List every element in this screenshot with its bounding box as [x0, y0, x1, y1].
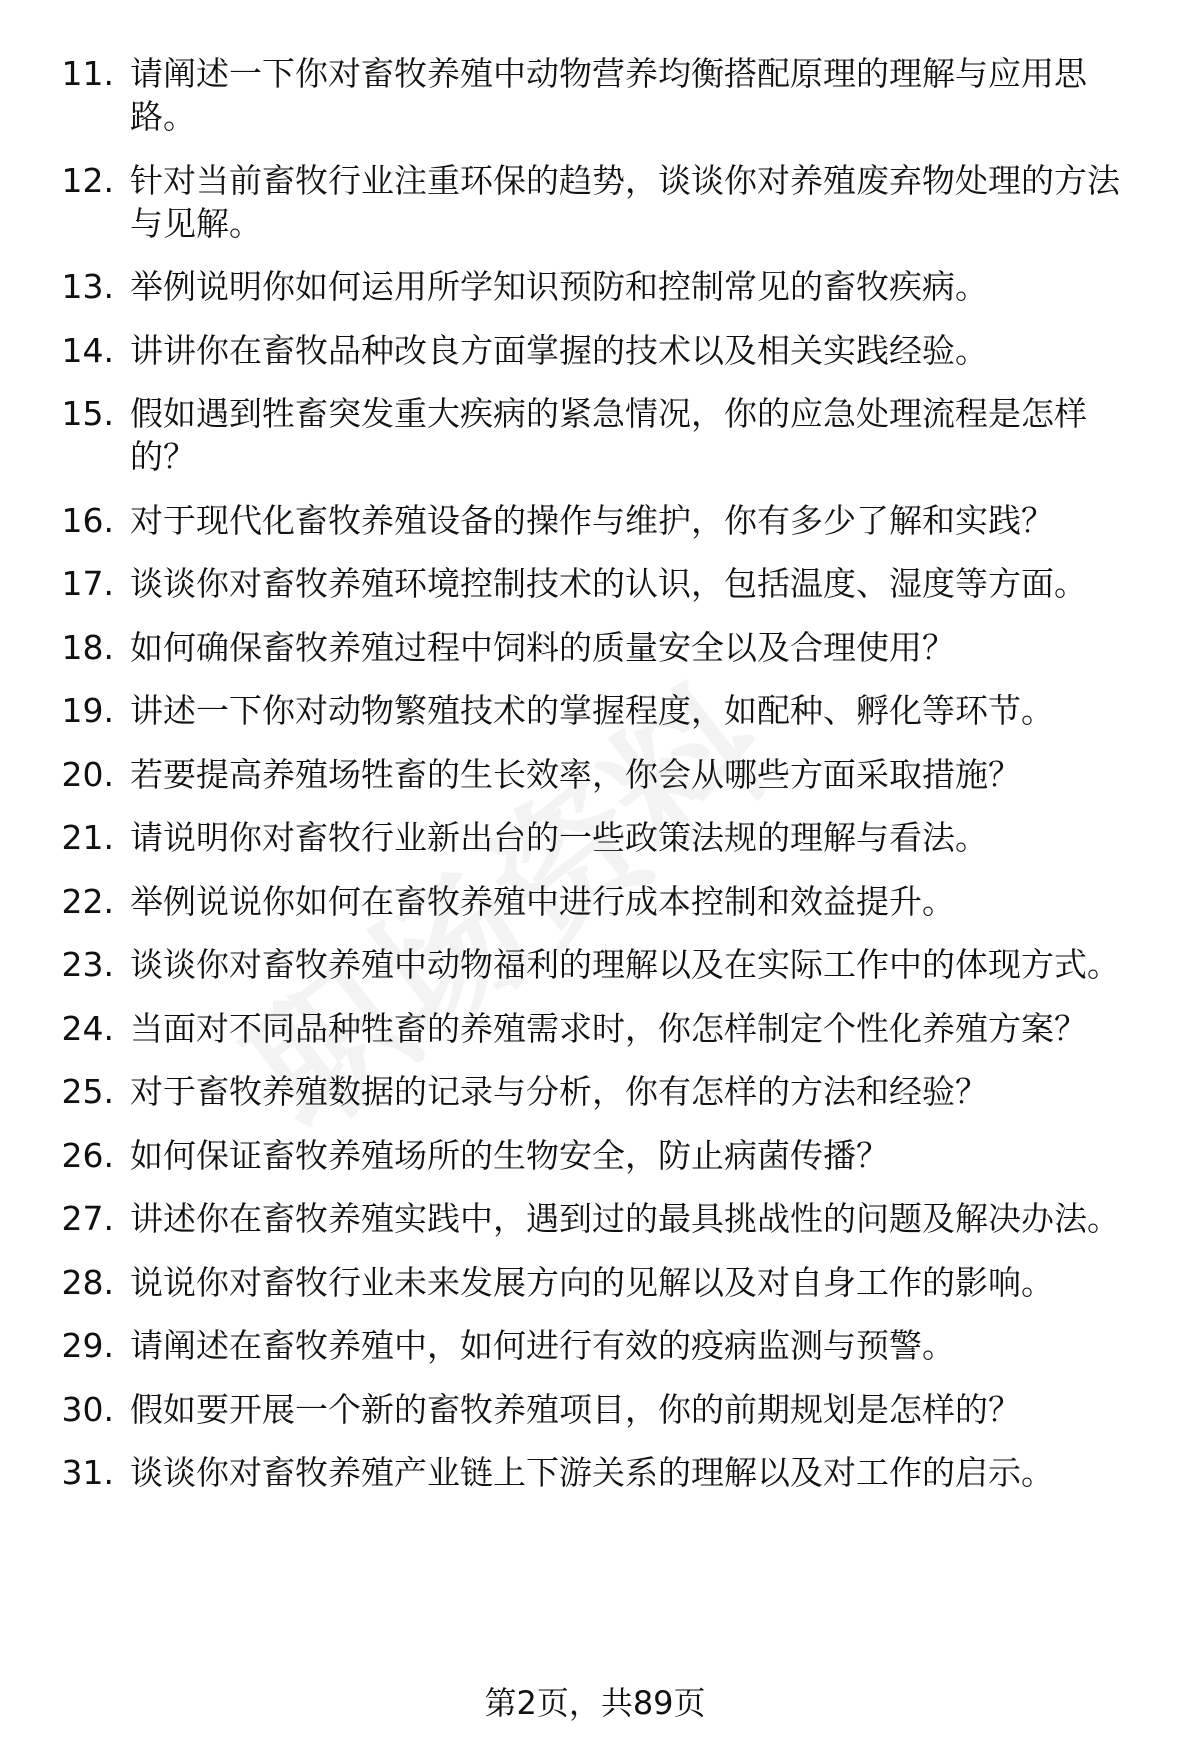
question-item — [0, 1007, 1190, 1050]
question-number: 22. — [61, 881, 114, 921]
question-text: 谈谈你对畜牧养殖环境控制技术的认识，包括温度、湿度等方面。 — [130, 564, 1087, 603]
question-number: 21. — [61, 818, 114, 857]
question-text: 举例说说你如何在畜牧养殖中进行成本控制和效益提升。 — [130, 881, 955, 921]
question-text: 对于畜牧养殖数据的记录与分析，你有怎样的方法和经验？ — [130, 1072, 988, 1111]
question-text: 请阐述一下你对畜牧养殖中动物营养均衡搭配原理的理解与应用思路。 — [130, 54, 1087, 136]
question-number: 20. — [61, 754, 114, 794]
question-number: 23. — [61, 945, 114, 984]
question-item — [0, 689, 1190, 732]
question-item — [0, 1070, 1190, 1113]
question-item — [0, 880, 1190, 923]
question-text: 举例说明你如何运用所学知识预防和控制常见的畜牧疾病。 — [130, 267, 988, 306]
question-item — [0, 1451, 1190, 1494]
question-item — [0, 52, 1190, 138]
question-item — [0, 943, 1190, 986]
question-text: 讲述一下你对动物繁殖技术的掌握程度，如配种、孵化等环节。 — [130, 691, 1054, 730]
question-text: 若要提高养殖场牲畜的生长效率，你会从哪些方面采取措施？ — [130, 754, 1021, 794]
question-number: 31. — [61, 1453, 114, 1492]
question-item — [0, 159, 1190, 245]
question-number: 29. — [61, 1326, 114, 1365]
question-item — [0, 1261, 1190, 1304]
question-item — [0, 265, 1190, 308]
question-number: 18. — [61, 627, 114, 667]
question-item — [0, 1388, 1190, 1431]
question-text: 说说你对畜牧行业未来发展方向的见解以及对自身工作的影响。 — [130, 1262, 1054, 1302]
question-item — [0, 1197, 1190, 1240]
question-list — [0, 52, 1190, 1515]
question-number: 15. — [61, 394, 114, 433]
question-text: 讲述你在畜牧养殖实践中，遇到过的最具挑战性的问题及解决办法。 — [130, 1199, 1120, 1238]
question-text: 对于现代化畜牧养殖设备的操作与维护，你有多少了解和实践？ — [130, 500, 1054, 540]
question-number: 24. — [61, 1008, 114, 1048]
question-item — [0, 499, 1190, 542]
question-item — [0, 816, 1190, 859]
question-text: 如何确保畜牧养殖过程中饲料的质量安全以及合理使用？ — [130, 627, 955, 667]
question-number: 16. — [61, 500, 114, 540]
question-text: 如何保证畜牧养殖场所的生物安全，防止病菌传播？ — [130, 1135, 889, 1175]
question-text: 请说明你对畜牧行业新出台的一些政策法规的理解与看法。 — [130, 818, 988, 857]
question-item — [0, 1324, 1190, 1367]
question-number: 17. — [61, 564, 114, 603]
question-text: 当面对不同品种牲畜的养殖需求时，你怎样制定个性化养殖方案？ — [130, 1008, 1087, 1048]
question-number: 27. — [61, 1199, 114, 1238]
question-text: 假如遇到牲畜突发重大疾病的紧急情况，你的应急处理流程是怎样的？ — [130, 394, 1087, 476]
question-text: 针对当前畜牧行业注重环保的趋势，谈谈你对养殖废弃物处理的方法与见解。 — [130, 160, 1120, 243]
question-number: 14. — [61, 330, 114, 370]
question-item — [0, 392, 1190, 478]
question-item — [0, 562, 1190, 605]
question-item — [0, 329, 1190, 372]
page-number: 第2页，共89页 — [484, 1684, 706, 1722]
question-item — [0, 753, 1190, 796]
question-text: 谈谈你对畜牧养殖中动物福利的理解以及在实际工作中的体现方式。 — [130, 945, 1120, 984]
question-text: 请阐述在畜牧养殖中，如何进行有效的疫病监测与预警。 — [130, 1326, 955, 1365]
question-number: 28. — [61, 1262, 114, 1302]
question-number: 11. — [61, 54, 114, 93]
question-item — [0, 1134, 1190, 1177]
question-number: 30. — [61, 1389, 114, 1429]
question-item — [0, 626, 1190, 669]
question-number: 25. — [61, 1072, 114, 1111]
question-number: 26. — [61, 1135, 114, 1175]
question-text: 假如要开展一个新的畜牧养殖项目，你的前期规划是怎样的？ — [130, 1389, 1021, 1429]
question-text: 讲讲你在畜牧品种改良方面掌握的技术以及相关实践经验。 — [130, 330, 988, 370]
question-number: 13. — [61, 267, 114, 306]
question-number: 12. — [61, 160, 114, 200]
question-number: 19. — [61, 691, 114, 730]
question-text: 谈谈你对畜牧养殖产业链上下游关系的理解以及对工作的启示。 — [130, 1453, 1054, 1492]
